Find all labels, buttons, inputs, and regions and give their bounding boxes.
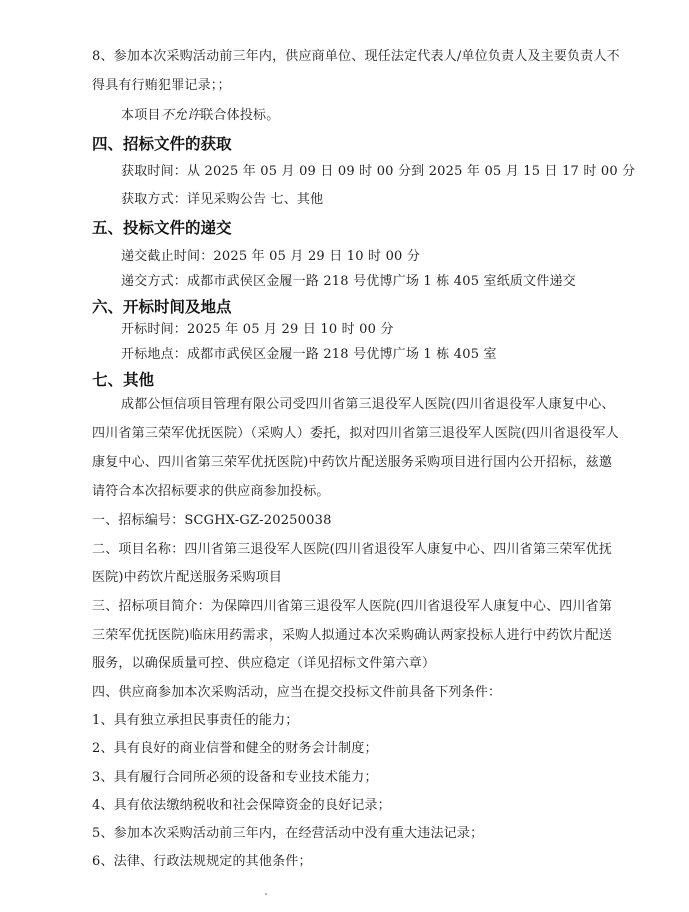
intro-line-3: 康复中心、四川省第三荣军优抚医院)中药饮片配送服务采购项目进行国内公开招标，兹邀 bbox=[92, 455, 613, 470]
item-8-line-1: 8、参加本次采购活动前三年内，供应商单位、现任法定代表人/单位负责人及主要负责人不 bbox=[92, 49, 620, 64]
condition-item: 6、法律、行政法规规定的其他条件； bbox=[92, 854, 312, 869]
joint-bid-suffix: 联合体投标。 bbox=[200, 108, 280, 123]
joint-bid-emphasis: 不允许 bbox=[160, 108, 201, 123]
opening-place: 开标地点：成都市武侯区金履一路 218 号优博广场 1 栋 405 室 bbox=[121, 347, 497, 362]
scan-speck bbox=[265, 893, 267, 895]
project-brief-line-3: 服务，以确保质量可控、供应稳定（详见招标文件第六章） bbox=[92, 656, 436, 671]
intro-line-1: 成都公恒信项目管理有限公司受四川省第三退役军人医院(四川省退役军人康复中心、 bbox=[121, 397, 615, 412]
bid-number: 一、招标编号：SCGHX-GZ-20250038 bbox=[92, 513, 332, 528]
condition-item: 5、参加本次采购活动前三年内，在经营活动中没有重大违法记录； bbox=[92, 826, 484, 841]
condition-item: 3、具有履行合同所必须的设备和专业技术能力； bbox=[92, 770, 378, 785]
project-name-line-2: 医院)中药饮片配送服务采购项目 bbox=[92, 570, 283, 585]
section-6-heading: 六、开标时间及地点 bbox=[92, 298, 232, 316]
project-brief-line-2: 三荣军优抚医院)临床用药需求，采购人拟通过本次采购确认两家投标人进行中药饮片配送 bbox=[92, 628, 613, 643]
conditions-intro: 四、供应商参加本次采购活动，应当在提交投标文件前具备下列条件： bbox=[92, 685, 502, 700]
project-brief-line-1: 三、招标项目简介：为保障四川省第三退役军人医院(四川省退役军人康复中心、四川省第 bbox=[92, 599, 613, 614]
item-8-line-2: 得具有行贿犯罪记录；； bbox=[92, 78, 231, 93]
opening-time: 开标时间：2025 年 05 月 29 日 10 时 00 分 bbox=[121, 322, 394, 337]
submit-method: 递交方式：成都市武侯区金履一路 218 号优博广场 1 栋 405 室纸质文件递交 bbox=[121, 274, 576, 289]
acquire-method: 获取方式：详见采购公告 七、其他 bbox=[121, 192, 324, 207]
acquire-time: 获取时间：从 2025 年 05 月 09 日 09 时 00 分到 2025 年 05 月 15 日 17 时 00 分 bbox=[121, 164, 636, 179]
condition-item: 1、具有独立承担民事责任的能力； bbox=[92, 713, 299, 728]
joint-bid-prefix: 本项目 bbox=[121, 108, 161, 123]
submit-deadline: 递交截止时间：2025 年 05 月 29 日 10 时 00 分 bbox=[121, 249, 421, 264]
section-4-heading: 四、招标文件的获取 bbox=[92, 135, 232, 153]
project-name-line-1: 二、项目名称：四川省第三退役军人医院(四川省退役军人康复中心、四川省第三荣军优抚 bbox=[92, 542, 613, 557]
condition-item: 4、具有依法缴纳税收和社会保障资金的良好记录； bbox=[92, 798, 391, 813]
intro-line-2: 四川省第三荣军优抚医院）（采购人）委托，拟对四川省第三退役军人医院(四川省退役军人 bbox=[92, 426, 619, 441]
condition-item: 2、具有良好的商业信誉和健全的财务会计制度； bbox=[92, 741, 378, 756]
intro-line-4: 请符合本次招标要求的供应商参加投标。 bbox=[92, 484, 330, 499]
joint-bid-note bbox=[121, 106, 279, 126]
section-5-heading: 五、投标文件的递交 bbox=[92, 219, 232, 237]
section-7-heading: 七、其他 bbox=[92, 371, 155, 389]
